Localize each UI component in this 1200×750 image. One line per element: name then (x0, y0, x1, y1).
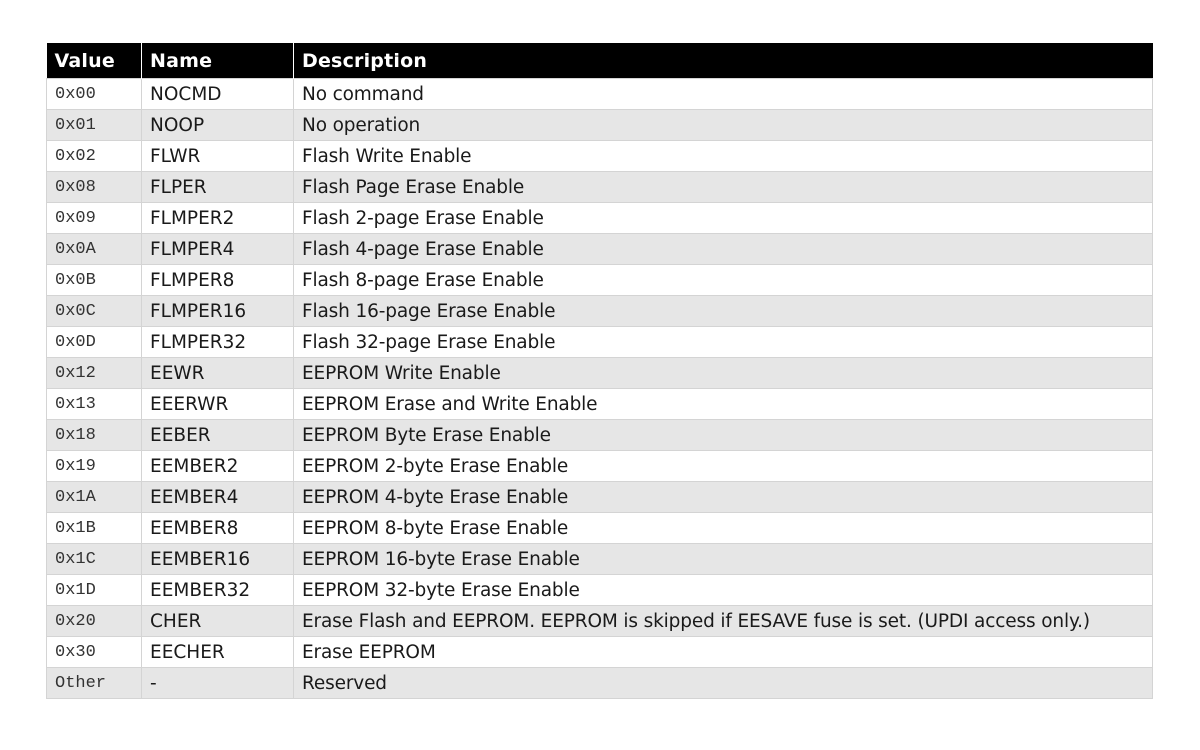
cell-name: FLMPER16 (142, 296, 294, 327)
table-row (47, 172, 1153, 203)
cell-description: EEPROM 32-byte Erase Enable (294, 575, 1153, 606)
cell-description: EEPROM 16-byte Erase Enable (294, 544, 1153, 575)
cell-description: Flash 16-page Erase Enable (294, 296, 1153, 327)
table-row (47, 358, 1153, 389)
cell-value: 0x09 (47, 203, 142, 234)
cell-name: EEMBER2 (142, 451, 294, 482)
cell-value: 0x0A (47, 234, 142, 265)
table-row (47, 451, 1153, 482)
cell-value: 0x13 (47, 389, 142, 420)
table-row (47, 79, 1153, 110)
cell-value: 0x02 (47, 141, 142, 172)
cell-description: EEPROM Erase and Write Enable (294, 389, 1153, 420)
table-row (47, 420, 1153, 451)
cell-value: 0x0B (47, 265, 142, 296)
cell-value: 0x1C (47, 544, 142, 575)
table-row (47, 234, 1153, 265)
cell-value: Other (47, 668, 142, 699)
table-row (47, 141, 1153, 172)
cell-value: 0x19 (47, 451, 142, 482)
cell-description: Flash 2-page Erase Enable (294, 203, 1153, 234)
cell-name: FLMPER32 (142, 327, 294, 358)
cell-name: EEMBER16 (142, 544, 294, 575)
cell-name: FLMPER4 (142, 234, 294, 265)
table-row (47, 327, 1153, 358)
table-row (47, 513, 1153, 544)
cell-name: EEMBER8 (142, 513, 294, 544)
cell-value: 0x12 (47, 358, 142, 389)
cell-value: 0x18 (47, 420, 142, 451)
cell-description: No operation (294, 110, 1153, 141)
cell-description: EEPROM 4-byte Erase Enable (294, 482, 1153, 513)
cell-value: 0x1D (47, 575, 142, 606)
cell-value: 0x01 (47, 110, 142, 141)
cell-value: 0x08 (47, 172, 142, 203)
cell-description: EEPROM 2-byte Erase Enable (294, 451, 1153, 482)
cell-name: NOCMD (142, 79, 294, 110)
cell-name: - (142, 668, 294, 699)
cell-name: EECHER (142, 637, 294, 668)
cell-name: EEWR (142, 358, 294, 389)
cell-name: CHER (142, 606, 294, 637)
cell-description: Flash Page Erase Enable (294, 172, 1153, 203)
table-row (47, 606, 1153, 637)
cell-value: 0x0D (47, 327, 142, 358)
cell-name: NOOP (142, 110, 294, 141)
cell-name: EEBER (142, 420, 294, 451)
cell-description: Flash 4-page Erase Enable (294, 234, 1153, 265)
cell-name: FLWR (142, 141, 294, 172)
cell-value: 0x00 (47, 79, 142, 110)
header-description: Description (294, 43, 1153, 79)
cell-name: FLMPER8 (142, 265, 294, 296)
command-table-container (46, 43, 1152, 699)
table-row (47, 575, 1153, 606)
table-row (47, 203, 1153, 234)
cell-name: EEMBER32 (142, 575, 294, 606)
cell-name: FLMPER2 (142, 203, 294, 234)
table-row (47, 637, 1153, 668)
cell-value: 0x1B (47, 513, 142, 544)
table-body (47, 79, 1153, 699)
table-row (47, 668, 1153, 699)
cell-description: Reserved (294, 668, 1153, 699)
cell-description: Flash 8-page Erase Enable (294, 265, 1153, 296)
cell-description: Flash Write Enable (294, 141, 1153, 172)
cell-value: 0x0C (47, 296, 142, 327)
table-row (47, 389, 1153, 420)
header-value: Value (47, 43, 142, 79)
cell-description: Erase EEPROM (294, 637, 1153, 668)
cell-description: EEPROM Byte Erase Enable (294, 420, 1153, 451)
cell-name: EEERWR (142, 389, 294, 420)
table-header (47, 43, 1153, 79)
cell-value: 0x30 (47, 637, 142, 668)
cell-value: 0x1A (47, 482, 142, 513)
table-row (47, 544, 1153, 575)
cell-description: Erase Flash and EEPROM. EEPROM is skipped if EESAVE fuse is set. (UPDI access only.) (294, 606, 1153, 637)
cell-description: No command (294, 79, 1153, 110)
cell-description: EEPROM Write Enable (294, 358, 1153, 389)
command-table (46, 43, 1153, 699)
table-row (47, 296, 1153, 327)
table-row (47, 482, 1153, 513)
cell-description: Flash 32-page Erase Enable (294, 327, 1153, 358)
table-row (47, 110, 1153, 141)
cell-value: 0x20 (47, 606, 142, 637)
cell-name: EEMBER4 (142, 482, 294, 513)
table-row (47, 265, 1153, 296)
header-name: Name (142, 43, 294, 79)
header-row (47, 43, 1153, 79)
cell-name: FLPER (142, 172, 294, 203)
cell-description: EEPROM 8-byte Erase Enable (294, 513, 1153, 544)
